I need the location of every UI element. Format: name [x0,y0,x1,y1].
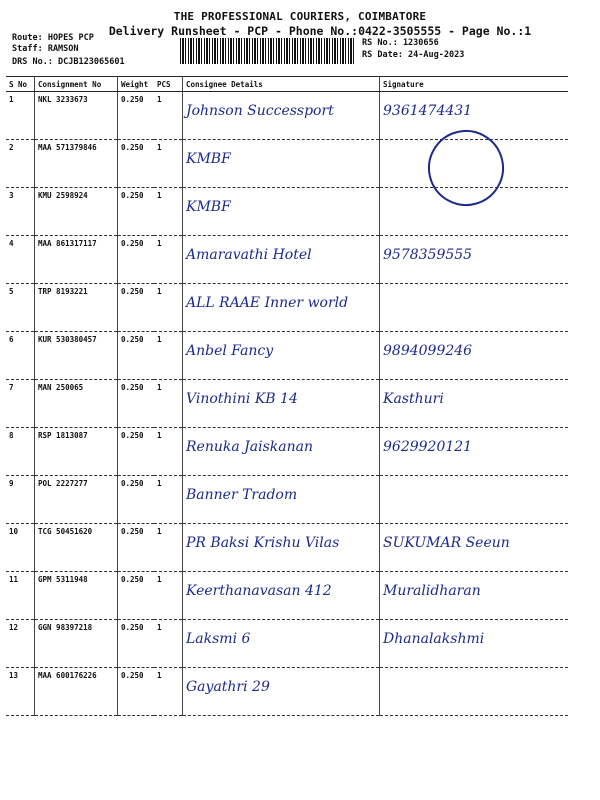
row-consignment-no [35,92,118,140]
row-consignee-text: KMBF [186,151,231,167]
row-consignment-no-text: MAA 861317117 [38,239,97,248]
row-sno-text: 9 [9,479,14,488]
row-weight [118,524,155,572]
row-consignee-text: Banner Tradom [186,487,298,503]
row-consignment-no-text: NKL 3233673 [38,95,88,104]
row-sno [6,668,35,716]
row-consignment-no [35,476,118,524]
col-signature: Signature [380,77,569,92]
row-consignment-no [35,572,118,620]
table-row [6,668,568,716]
runsheet-title: Delivery Runsheet - PCP - Phone No.:0422-3505555 - Page No.:1 [108,24,532,38]
row-pcs-text: 1 [157,479,162,488]
row-sno-text: 5 [9,287,14,296]
row-weight-text: 0.250 [121,671,144,680]
row-pcs [154,332,183,380]
row-weight-text: 0.250 [121,431,144,440]
row-sno [6,236,35,284]
row-consignee [183,524,380,572]
row-pcs [154,140,183,188]
row-pcs [154,620,183,668]
row-consignment-no-text: KMU 2598924 [38,191,88,200]
row-consignment-no-text: RSP 1813087 [38,431,88,440]
row-signature [380,380,569,428]
row-signature [380,572,569,620]
row-signature [380,668,569,716]
row-consignment-no [35,380,118,428]
table-row [6,284,568,332]
row-pcs [154,380,183,428]
row-weight [118,668,155,716]
row-sno-text: 4 [9,239,14,248]
row-weight [118,380,155,428]
row-sno [6,572,35,620]
row-consignment-no [35,428,118,476]
row-pcs [154,284,183,332]
row-signature-text: Dhanalakshmi [383,631,485,647]
row-consignment-no [35,332,118,380]
row-pcs [154,428,183,476]
row-weight-text: 0.250 [121,575,144,584]
row-sno-text: 8 [9,431,14,440]
row-pcs [154,524,183,572]
row-signature-text: 9361474431 [383,103,473,119]
row-sno [6,92,35,140]
row-sno [6,476,35,524]
row-sno [6,284,35,332]
row-sno-text: 3 [9,191,14,200]
table-row [6,92,568,140]
drs-number: DRS No.: DCJB123065601 [12,57,125,67]
row-sno-text: 11 [9,575,19,584]
row-weight [118,236,155,284]
row-weight-text: 0.250 [121,383,144,392]
row-weight-text: 0.250 [121,95,144,104]
row-weight-text: 0.250 [121,479,144,488]
row-consignee [183,668,380,716]
row-sno [6,188,35,236]
row-pcs [154,188,183,236]
row-signature-text: 9894099246 [383,343,473,359]
row-sno [6,332,35,380]
row-sno [6,140,35,188]
row-consignee [183,620,380,668]
table-row [6,620,568,668]
row-weight [118,572,155,620]
row-consignee-text: PR Baksi Krishu Vilas [186,535,340,551]
row-sno-text: 7 [9,383,14,392]
row-signature-text: 9578359555 [383,247,473,263]
row-consignment-no-text: TCG 50451620 [38,527,93,536]
row-pcs [154,236,183,284]
table-row [6,380,568,428]
row-pcs-text: 1 [157,671,162,680]
staff-label: Staff: RAMSON [12,44,79,54]
row-consignment-no-text: KUR 530380457 [38,335,97,344]
row-pcs [154,92,183,140]
row-pcs-text: 1 [157,95,162,104]
row-weight [118,284,155,332]
row-weight-text: 0.250 [121,239,144,248]
row-weight [118,476,155,524]
row-weight [118,428,155,476]
row-pcs-text: 1 [157,575,162,584]
row-sno-text: 10 [9,527,19,536]
table-header-row [6,77,568,92]
row-weight [118,188,155,236]
row-consignment-no-text: MAA 600176226 [38,671,97,680]
row-weight [118,140,155,188]
rs-number: RS No.: 1230656 [362,38,439,48]
row-consignee [183,284,380,332]
row-consignee-text: Renuka Jaiskanan [186,439,313,455]
col-weight: Weight [118,77,155,92]
row-weight-text: 0.250 [121,335,144,344]
row-sno [6,620,35,668]
row-consignee-text: Gayathri 29 [186,679,270,695]
row-consignment-no [35,188,118,236]
row-consignment-no-text: MAA 571379846 [38,143,97,152]
route-label: Route: HOPES PCP [12,33,94,43]
row-consignee-text: Vinothini KB 14 [186,391,298,407]
row-consignee-text: KMBF [186,199,231,215]
row-pcs-text: 1 [157,287,162,296]
row-consignee-text: Johnson Successport [186,103,334,119]
row-pcs [154,668,183,716]
table-row [6,572,568,620]
row-weight-text: 0.250 [121,527,144,536]
row-consignee-text: Anbel Fancy [186,343,274,359]
row-pcs [154,476,183,524]
row-signature-text: 9629920121 [383,439,473,455]
row-signature-text: SUKUMAR Seeun [383,535,510,551]
row-sno-text: 2 [9,143,14,152]
row-consignee [183,572,380,620]
row-consignment-no [35,284,118,332]
row-signature [380,284,569,332]
row-consignee [183,140,380,188]
row-consignment-no-text: MAN 250065 [38,383,84,392]
row-signature [380,332,569,380]
row-consignee [183,428,380,476]
row-weight-text: 0.250 [121,287,144,296]
row-consignee [183,380,380,428]
row-sno [6,428,35,476]
row-pcs-text: 1 [157,191,162,200]
row-consignee-text: ALL RAAE Inner world [186,295,349,311]
row-pcs-text: 1 [157,239,162,248]
row-consignment-no [35,620,118,668]
col-pcs: PCS [154,77,183,92]
row-sno-text: 1 [9,95,14,104]
row-consignee-text: Amaravathi Hotel [186,247,312,263]
row-sno [6,524,35,572]
row-consignee [183,332,380,380]
table-row [6,236,568,284]
row-signature [380,476,569,524]
row-signature [380,428,569,476]
row-pcs [154,572,183,620]
row-sno-text: 13 [9,671,19,680]
company-title: THE PROFESSIONAL COURIERS, COIMBATORE [173,10,427,23]
row-consignee-text: Keerthanavasan 412 [186,583,332,599]
row-pcs-text: 1 [157,431,162,440]
rs-date: RS Date: 24-Aug-2023 [362,50,465,60]
row-weight [118,92,155,140]
table-row [6,476,568,524]
row-signature-text: Kasthuri [383,391,444,407]
row-pcs-text: 1 [157,383,162,392]
row-consignment-no [35,140,118,188]
row-signature [380,620,569,668]
row-consignee [183,476,380,524]
row-sno [6,380,35,428]
row-consignee [183,92,380,140]
row-consignee [183,188,380,236]
row-sno-text: 6 [9,335,14,344]
row-consignment-no [35,236,118,284]
row-consignment-no-text: TRP 8193221 [38,287,88,296]
row-signature [380,524,569,572]
row-weight [118,332,155,380]
barcode [180,38,355,64]
row-pcs-text: 1 [157,143,162,152]
col-consignee: Consignee Details [183,77,380,92]
row-consignment-no-text: GGN 98397218 [38,623,93,632]
row-sno-text: 12 [9,623,19,632]
col-consignment: Consignment No [35,77,118,92]
row-signature [380,236,569,284]
table-row [6,524,568,572]
row-consignee-text: Laksmi 6 [186,631,251,647]
row-consignment-no [35,524,118,572]
row-consignment-no-text: POL 2227277 [38,479,88,488]
row-pcs-text: 1 [157,623,162,632]
row-signature-text: Muralidharan [383,583,481,599]
row-weight-text: 0.250 [121,191,144,200]
row-weight [118,620,155,668]
row-consignee [183,236,380,284]
row-weight-text: 0.250 [121,143,144,152]
row-pcs-text: 1 [157,335,162,344]
row-weight-text: 0.250 [121,623,144,632]
row-consignment-no-text: GPM 5311948 [38,575,88,584]
row-pcs-text: 1 [157,527,162,536]
row-consignment-no [35,668,118,716]
table-row [6,332,568,380]
col-sno: S No [6,77,35,92]
table-row [6,428,568,476]
